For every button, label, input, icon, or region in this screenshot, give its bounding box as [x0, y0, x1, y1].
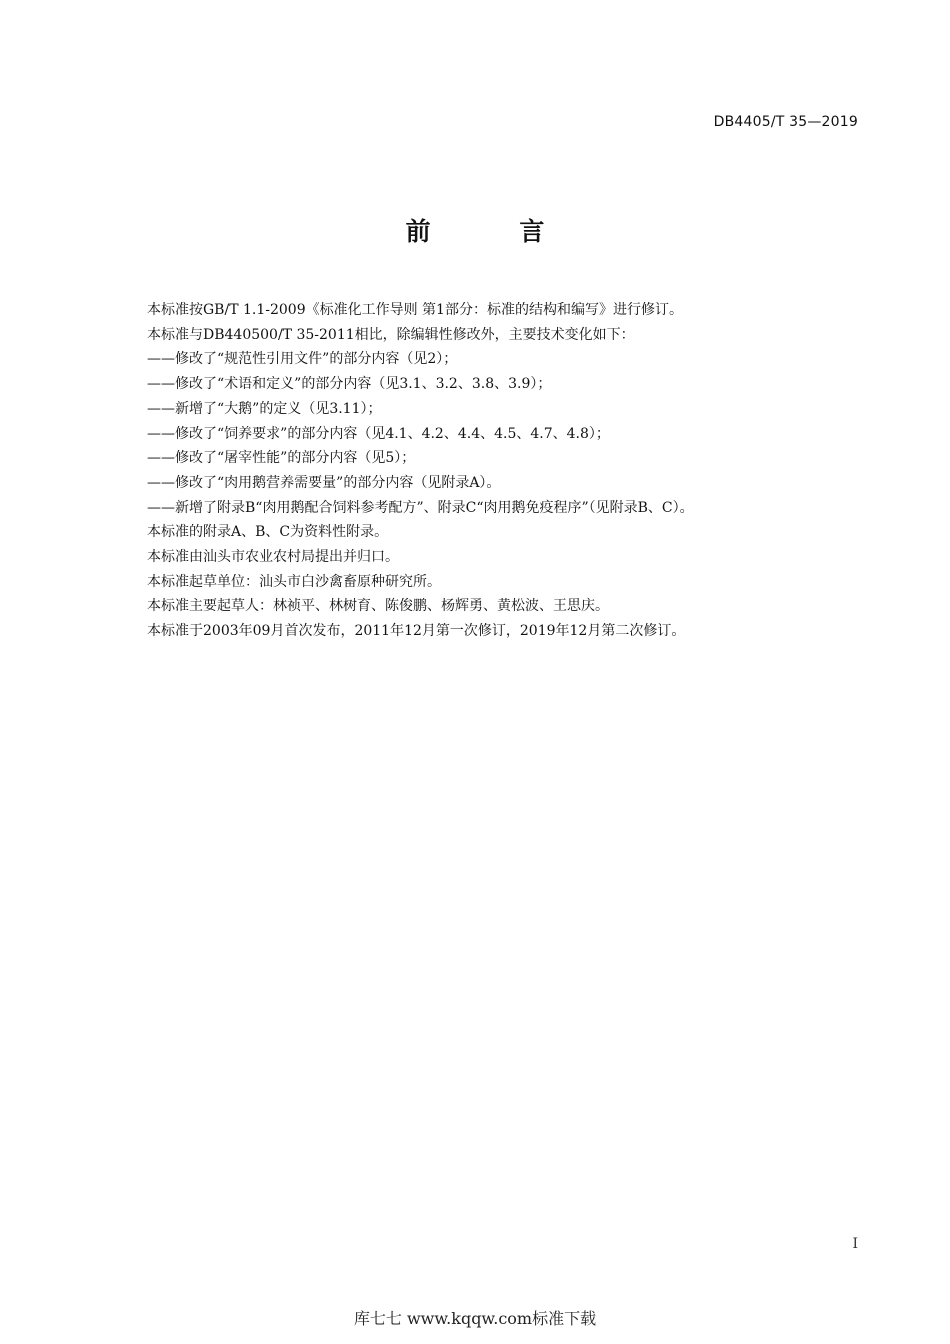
foreword-line: 本标准主要起草人：林祯平、林树育、陈俊鹏、杨辉勇、黄松波、王思庆。 [147, 598, 609, 615]
foreword-line: 本标准起草单位：汕头市白沙禽畜原种研究所。 [147, 573, 441, 590]
foreword-line: 本标准与DB440500/T 35-2011相比，除编辑性修改外，主要技术变化如下： [147, 326, 635, 343]
page-title: 前 言 [405, 217, 585, 246]
document-code: DB4405/T 35—2019 [713, 114, 858, 130]
foreword-line: 本标准的附录A、B、C为资料性附录。 [147, 524, 389, 541]
watermark-text: 库七七 www.kqqw.com标准下载 [353, 1309, 597, 1328]
change-item: ——修改了“肉用鹅营养需要量”的部分内容（见附录A）。 [147, 474, 501, 491]
page-number: I [852, 1236, 858, 1252]
change-item: ——修改了“规范性引用文件”的部分内容（见2）； [147, 351, 458, 368]
change-item: ——新增了“大鹅”的定义（见3.11）； [147, 400, 382, 417]
change-item: ——新增了附录B“肉用鹅配合饲料参考配方”、附录C“肉用鹅免疫程序”（见附录B、C）。 [147, 499, 694, 516]
foreword-line: 本标准按GB/T 1.1-2009《标准化工作导则 第1部分：标准的结构和编写》进行修订。 [147, 302, 683, 318]
foreword-line: 本标准由汕头市农业农村局提出并归口。 [147, 549, 399, 566]
change-item: ——修改了“屠宰性能”的部分内容（见5）； [147, 450, 416, 467]
change-item: ——修改了“术语和定义”的部分内容（见3.1、3.2、3.8、3.9）； [147, 376, 552, 393]
change-item: ——修改了“饲养要求”的部分内容（见4.1、4.2、4.4、4.5、4.7、4.8）； [147, 425, 610, 442]
foreword-line: 本标准于2003年09月首次发布，2011年12月第一次修订，2019年12月第二次修订。 [147, 623, 686, 640]
foreword-body [147, 298, 867, 644]
